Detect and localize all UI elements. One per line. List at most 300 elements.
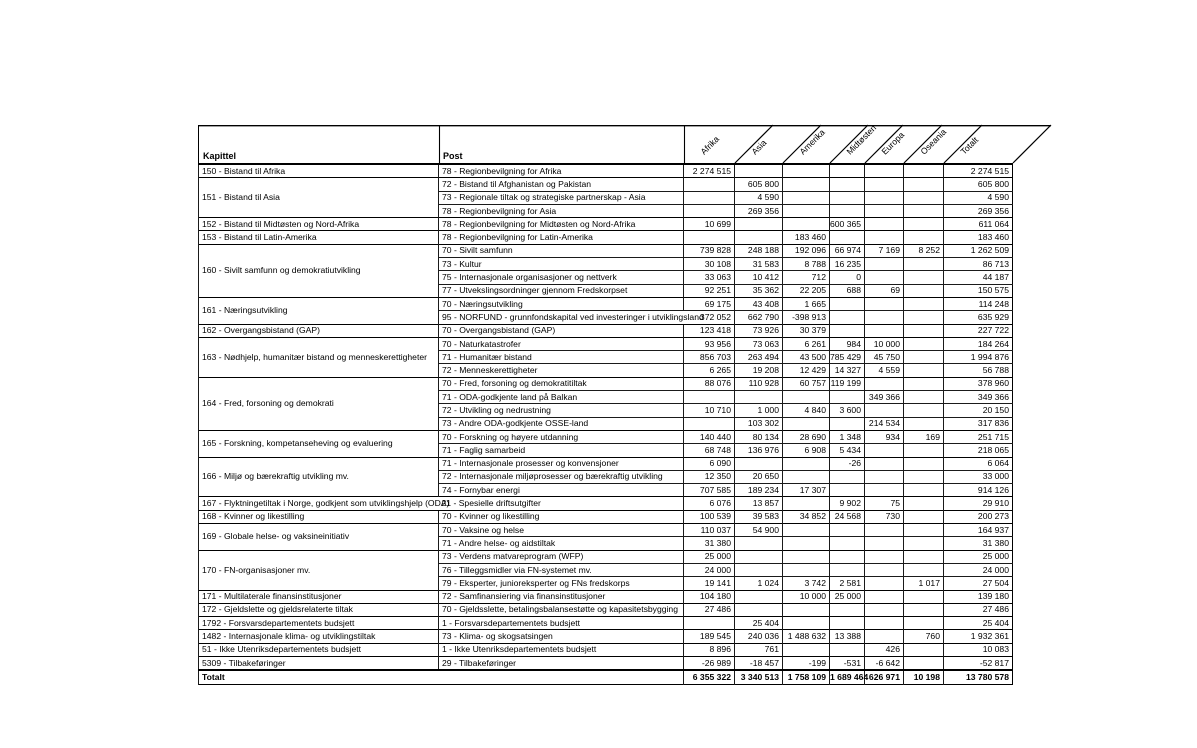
kapittel-cell	[199, 231, 439, 244]
post-cell	[439, 284, 684, 297]
kapittel-cell	[199, 178, 439, 218]
column-header-post: Post	[443, 151, 463, 161]
value-cell: 73 063	[735, 337, 783, 350]
value-cell: 269 356	[735, 204, 783, 217]
value-cell: 35 362	[735, 284, 783, 297]
table-row	[199, 524, 1013, 537]
value-cell: 93 956	[684, 337, 735, 350]
kapittel-cell	[199, 497, 450, 510]
post-cell	[439, 457, 684, 470]
value-cell	[904, 417, 944, 430]
post-label: 70 - Fred, forsoning og demokratitiltak	[442, 378, 587, 389]
post-cell	[439, 178, 684, 191]
value-cell: 1 262 509	[944, 244, 1013, 257]
kapittel-cell	[199, 590, 439, 603]
value-cell: 189 234	[735, 484, 783, 497]
value-cell: 856 703	[684, 351, 735, 364]
post-label: 21 - Spesielle driftsutgifter	[441, 498, 541, 509]
total-value-cell: 1 689 464	[830, 670, 865, 684]
post-cell	[439, 231, 684, 244]
value-cell	[865, 377, 904, 390]
value-cell: 349 366	[944, 391, 1013, 404]
value-cell: 60 757	[783, 377, 830, 390]
kapittel-label: 151 - Bistand til Asia	[202, 192, 280, 203]
value-cell	[904, 311, 944, 324]
value-cell: 140 440	[684, 430, 735, 443]
post-label: 71 - Faglig samarbeid	[442, 444, 526, 455]
table-row	[199, 377, 1013, 390]
value-cell: 214 534	[865, 417, 904, 430]
post-label: 70 - Kvinner og likestilling	[442, 511, 540, 522]
value-cell	[904, 377, 944, 390]
table-row	[199, 244, 1013, 257]
value-cell	[783, 204, 830, 217]
value-cell: 760	[904, 630, 944, 643]
value-cell	[830, 550, 865, 563]
value-cell	[684, 191, 735, 204]
value-cell: 4 590	[735, 191, 783, 204]
post-label: 70 - Vaksine og helse	[442, 524, 525, 535]
kapittel-label: 1482 - Internasjonale klima- og utviklingstiltak	[202, 631, 376, 642]
value-cell: -6 642	[865, 656, 904, 670]
value-cell	[904, 271, 944, 284]
value-cell	[904, 337, 944, 350]
post-cell	[439, 656, 684, 670]
value-cell	[865, 191, 904, 204]
value-cell	[830, 231, 865, 244]
post-label: 70 - Næringsutvikling	[442, 298, 523, 309]
value-cell: 114 248	[944, 297, 1013, 310]
value-cell	[684, 417, 735, 430]
kapittel-label: 161 - Næringsutvikling	[202, 305, 288, 316]
value-cell: 1 024	[735, 577, 783, 590]
post-cell	[439, 550, 684, 563]
value-cell: 739 828	[684, 244, 735, 257]
value-cell: 192 096	[783, 244, 830, 257]
value-cell	[830, 178, 865, 191]
value-cell	[735, 218, 783, 231]
value-cell: 27 486	[944, 603, 1013, 616]
value-cell	[904, 524, 944, 537]
kapittel-label: 166 - Miljø og bærekraftig utvikling mv.	[202, 471, 349, 482]
value-cell: 251 715	[944, 430, 1013, 443]
value-cell: 6 265	[684, 364, 735, 377]
value-cell: 39 583	[735, 510, 783, 523]
table-row	[199, 297, 1013, 310]
value-cell	[904, 590, 944, 603]
value-cell: -398 913	[783, 311, 830, 324]
value-cell: 1 000	[735, 404, 783, 417]
value-cell: -199	[783, 656, 830, 670]
value-cell	[865, 404, 904, 417]
table-body	[198, 165, 1013, 685]
value-cell: 45 750	[865, 351, 904, 364]
value-cell	[735, 590, 783, 603]
value-cell	[783, 643, 830, 656]
post-label: 78 - Regionbevilgning for Latin-Amerika	[442, 232, 593, 243]
kapittel-label: 5309 - Tilbakeføringer	[202, 657, 286, 668]
value-cell: 914 126	[944, 484, 1013, 497]
value-cell: 10 710	[684, 404, 735, 417]
value-cell: 169	[904, 430, 944, 443]
value-cell	[735, 563, 783, 576]
value-cell: 10 083	[944, 643, 1013, 656]
post-cell	[439, 603, 684, 616]
value-cell: 16 235	[830, 258, 865, 271]
value-cell: 605 800	[944, 178, 1013, 191]
value-cell	[865, 524, 904, 537]
value-cell: 1 665	[783, 297, 830, 310]
value-cell: 110 037	[684, 524, 735, 537]
value-cell: 4 840	[783, 404, 830, 417]
value-cell: 56 788	[944, 364, 1013, 377]
value-cell	[783, 537, 830, 550]
post-label: 71 - Andre helse- og aidstiltak	[442, 537, 556, 548]
value-cell	[865, 603, 904, 616]
kapittel-cell	[199, 297, 439, 324]
value-cell	[865, 165, 904, 178]
table-row	[199, 550, 1013, 563]
value-cell: 22 205	[783, 284, 830, 297]
value-cell: 218 065	[944, 444, 1013, 457]
value-cell	[830, 311, 865, 324]
value-cell	[783, 178, 830, 191]
kapittel-label: 164 - Fred, forsoning og demokrati	[202, 398, 334, 409]
kapittel-cell	[199, 337, 439, 377]
post-cell	[439, 391, 684, 404]
value-cell: 730	[865, 510, 904, 523]
post-label: 70 - Overgangsbistand (GAP)	[442, 325, 556, 336]
value-cell: 349 366	[865, 391, 904, 404]
kapittel-label: 172 - Gjeldslette og gjeldsrelaterte tiltak	[202, 604, 353, 615]
value-cell: 25 404	[735, 617, 783, 630]
total-label-cell	[199, 670, 684, 684]
table-row	[199, 430, 1013, 443]
value-cell: 372 052	[684, 311, 735, 324]
value-cell	[865, 218, 904, 231]
post-label: 70 - Sivilt samfunn	[442, 245, 513, 256]
value-cell	[865, 231, 904, 244]
value-cell: 92 251	[684, 284, 735, 297]
post-label: 70 - Forskning og høyere utdanning	[442, 431, 579, 442]
value-cell	[830, 191, 865, 204]
value-cell	[904, 457, 944, 470]
post-label: 78 - Regionbevilgning for Asia	[442, 205, 557, 216]
value-cell: 934	[865, 430, 904, 443]
value-cell: 13 388	[830, 630, 865, 643]
value-cell: 183 460	[783, 231, 830, 244]
post-cell	[439, 337, 684, 350]
post-cell	[439, 643, 684, 656]
post-cell	[439, 524, 684, 537]
value-cell: 31 583	[735, 258, 783, 271]
value-cell	[783, 563, 830, 576]
value-cell	[783, 470, 830, 483]
column-header-europa: Europa	[879, 129, 907, 157]
value-cell: 12 429	[783, 364, 830, 377]
value-cell: 248 188	[735, 244, 783, 257]
value-cell: 25 000	[944, 550, 1013, 563]
value-cell: 123 418	[684, 324, 735, 337]
value-cell	[735, 603, 783, 616]
value-cell: 426	[865, 643, 904, 656]
post-cell	[439, 364, 684, 377]
kapittel-cell	[199, 377, 439, 430]
post-label: 1 - Forsvarsdepartementets budsjett	[442, 617, 581, 628]
kapittel-label: 160 - Sivilt samfunn og demokratiutvikling	[202, 265, 361, 276]
table-row	[199, 178, 1013, 191]
value-cell: 5 434	[830, 444, 865, 457]
kapittel-cell	[199, 324, 439, 337]
post-cell	[439, 444, 684, 457]
value-cell: 1 017	[904, 577, 944, 590]
value-cell	[783, 191, 830, 204]
kapittel-label: 152 - Bistand til Midtøsten og Nord-Afrika	[202, 218, 360, 229]
value-cell: 150 575	[944, 284, 1013, 297]
value-cell	[904, 178, 944, 191]
value-cell: 19 141	[684, 577, 735, 590]
value-cell: 1 488 632	[783, 630, 830, 643]
column-header-afrika: Afrika	[698, 133, 722, 157]
value-cell	[830, 563, 865, 576]
value-cell: 139 180	[944, 590, 1013, 603]
table-row	[199, 590, 1013, 603]
kapittel-cell	[199, 165, 439, 178]
post-label: 78 - Regionbevilgning for Midtøsten og Nord-Afrika	[442, 218, 636, 229]
post-label: 71 - ODA-godkjente land på Balkan	[442, 391, 578, 402]
value-cell: 2 274 515	[944, 165, 1013, 178]
value-cell	[684, 204, 735, 217]
value-cell	[904, 550, 944, 563]
value-cell: 20 150	[944, 404, 1013, 417]
total-label: Totalt	[202, 671, 225, 682]
value-cell: 30 379	[783, 324, 830, 337]
post-cell	[439, 324, 684, 337]
value-cell	[904, 603, 944, 616]
table-row	[199, 165, 1013, 178]
value-cell	[904, 258, 944, 271]
value-cell: 7 169	[865, 244, 904, 257]
value-cell: 80 134	[735, 430, 783, 443]
table-row	[199, 497, 1013, 510]
column-header-amerika: Amerika	[797, 127, 827, 157]
value-cell: 2 581	[830, 577, 865, 590]
value-cell	[904, 364, 944, 377]
value-cell	[904, 404, 944, 417]
value-cell	[783, 617, 830, 630]
post-label: 77 - Utvekslingsordninger gjennom Fredskorpset	[442, 285, 628, 296]
value-cell	[830, 297, 865, 310]
post-cell	[439, 351, 684, 364]
value-cell: 43 500	[783, 351, 830, 364]
value-cell: 269 356	[944, 204, 1013, 217]
post-cell	[439, 470, 684, 483]
post-cell	[439, 218, 684, 231]
value-cell	[783, 550, 830, 563]
budget-table	[198, 122, 1013, 685]
value-cell: 33 000	[944, 470, 1013, 483]
value-cell: 707 585	[684, 484, 735, 497]
value-cell: 66 974	[830, 244, 865, 257]
value-cell: 378 960	[944, 377, 1013, 390]
value-cell	[865, 630, 904, 643]
value-cell: 69	[865, 284, 904, 297]
kapittel-cell	[199, 457, 439, 497]
value-cell	[865, 324, 904, 337]
kapittel-cell	[199, 550, 439, 590]
kapittel-label: 170 - FN-organisasjoner mv.	[202, 564, 311, 575]
value-cell	[865, 444, 904, 457]
post-label: 1 - Ikke Utenriksdepartementets budsjett	[442, 644, 597, 655]
kapittel-label: 162 - Overgangsbistand (GAP)	[202, 325, 320, 336]
value-cell: 73 926	[735, 324, 783, 337]
kapittel-label: 163 - Nødhjelp, humanitær bistand og menneskerettigheter	[202, 351, 427, 362]
post-label: 73 - Kultur	[442, 258, 482, 269]
total-value-cell: 626 971	[865, 670, 904, 684]
post-cell	[439, 271, 684, 284]
kapittel-cell	[199, 656, 439, 670]
value-cell: -52 817	[944, 656, 1013, 670]
post-cell	[439, 497, 684, 510]
value-cell: 25 404	[944, 617, 1013, 630]
kapittel-cell	[199, 510, 439, 523]
value-cell	[865, 204, 904, 217]
value-cell	[904, 351, 944, 364]
table-row	[199, 630, 1013, 643]
value-cell: 3 600	[830, 404, 865, 417]
value-cell: 8 788	[783, 258, 830, 271]
value-cell: 4 559	[865, 364, 904, 377]
post-label: 73 - Regionale tiltak og strategiske partnerskap - Asia	[442, 192, 646, 203]
value-cell: -26	[830, 457, 865, 470]
value-cell: 30 108	[684, 258, 735, 271]
kapittel-label: 150 - Bistand til Afrika	[202, 165, 286, 176]
value-cell	[904, 165, 944, 178]
value-cell: 34 852	[783, 510, 830, 523]
post-label: 72 - Menneskerettigheter	[442, 365, 538, 376]
value-cell	[830, 617, 865, 630]
post-cell	[439, 417, 684, 430]
value-cell: 200 273	[944, 510, 1013, 523]
post-cell	[439, 510, 684, 523]
kapittel-label: 169 - Globale helse- og vaksineinitiativ	[202, 531, 350, 542]
kapittel-cell	[199, 643, 439, 656]
post-label: 72 - Samfinansiering via finansinstitusjoner	[442, 591, 606, 602]
post-cell	[439, 258, 684, 271]
value-cell: 8 252	[904, 244, 944, 257]
value-cell: 184 264	[944, 337, 1013, 350]
kapittel-label: 167 - Flyktningetiltak i Norge, godkjent som utviklingshjelp (ODA)	[202, 498, 450, 509]
kapittel-cell	[199, 630, 439, 643]
value-cell	[865, 178, 904, 191]
value-cell: 28 690	[783, 430, 830, 443]
value-cell: 6 261	[783, 337, 830, 350]
value-cell	[830, 643, 865, 656]
value-cell: 6 076	[684, 497, 735, 510]
value-cell	[783, 497, 830, 510]
value-cell: 1 932 361	[944, 630, 1013, 643]
value-cell: 227 722	[944, 324, 1013, 337]
value-cell: 69 175	[684, 297, 735, 310]
value-cell: 27 486	[684, 603, 735, 616]
value-cell: 43 408	[735, 297, 783, 310]
post-cell	[439, 311, 704, 324]
value-cell: 103 302	[735, 417, 783, 430]
post-label: 70 - Naturkatastrofer	[442, 338, 521, 349]
post-label: 95 - NORFUND - grunnfondskapital ved investeringer i utviklingsland	[442, 311, 704, 322]
post-cell	[439, 590, 684, 603]
post-label: 29 - Tilbakeføringer	[442, 657, 517, 668]
value-cell	[865, 577, 904, 590]
value-cell: 29 910	[944, 497, 1013, 510]
value-cell: 984	[830, 337, 865, 350]
value-cell: 785 429	[830, 351, 865, 364]
value-cell	[904, 563, 944, 576]
value-cell	[904, 643, 944, 656]
post-label: 72 - Utvikling og nedrustning	[442, 404, 551, 415]
value-cell	[830, 537, 865, 550]
table-row	[199, 656, 1013, 670]
value-cell: 136 976	[735, 444, 783, 457]
value-cell	[783, 417, 830, 430]
value-cell	[865, 617, 904, 630]
value-cell: 611 064	[944, 218, 1013, 231]
kapittel-label: 51 - Ikke Utenriksdepartementets budsjett	[202, 644, 362, 655]
value-cell: 17 307	[783, 484, 830, 497]
table-row	[199, 643, 1013, 656]
value-cell: 33 063	[684, 271, 735, 284]
value-cell: 31 380	[944, 537, 1013, 550]
value-cell: 31 380	[684, 537, 735, 550]
value-cell: 54 900	[735, 524, 783, 537]
value-cell: 662 790	[735, 311, 783, 324]
total-value-cell: 10 198	[904, 670, 944, 684]
post-label: 71 - Humanitær bistand	[442, 351, 532, 362]
value-cell: 13 857	[735, 497, 783, 510]
value-cell	[904, 191, 944, 204]
kapittel-label: 165 - Forskning, kompetanseheving og evaluering	[202, 438, 393, 449]
value-cell: 10 000	[783, 590, 830, 603]
value-cell	[904, 484, 944, 497]
value-cell: 9 902	[830, 497, 865, 510]
value-cell: 635 929	[944, 311, 1013, 324]
post-cell	[439, 484, 684, 497]
value-cell: 75	[865, 497, 904, 510]
value-cell	[783, 218, 830, 231]
value-cell	[865, 470, 904, 483]
value-cell: 263 494	[735, 351, 783, 364]
value-cell: -26 989	[684, 656, 735, 670]
column-header-midtosten: Midtøsten	[844, 122, 879, 157]
post-label: 78 - Regionbevilgning for Afrika	[442, 165, 562, 176]
post-cell	[439, 630, 684, 643]
value-cell: 10 000	[865, 337, 904, 350]
table-row	[199, 603, 1013, 616]
kapittel-cell	[199, 617, 439, 630]
value-cell	[735, 165, 783, 178]
value-cell: 27 504	[944, 577, 1013, 590]
value-cell	[783, 457, 830, 470]
value-cell: 183 460	[944, 231, 1013, 244]
value-cell	[830, 204, 865, 217]
value-cell: 761	[735, 643, 783, 656]
post-cell	[439, 430, 684, 443]
value-cell	[830, 417, 865, 430]
value-cell	[865, 297, 904, 310]
kapittel-cell	[199, 430, 439, 457]
value-cell: 317 836	[944, 417, 1013, 430]
value-cell	[904, 444, 944, 457]
